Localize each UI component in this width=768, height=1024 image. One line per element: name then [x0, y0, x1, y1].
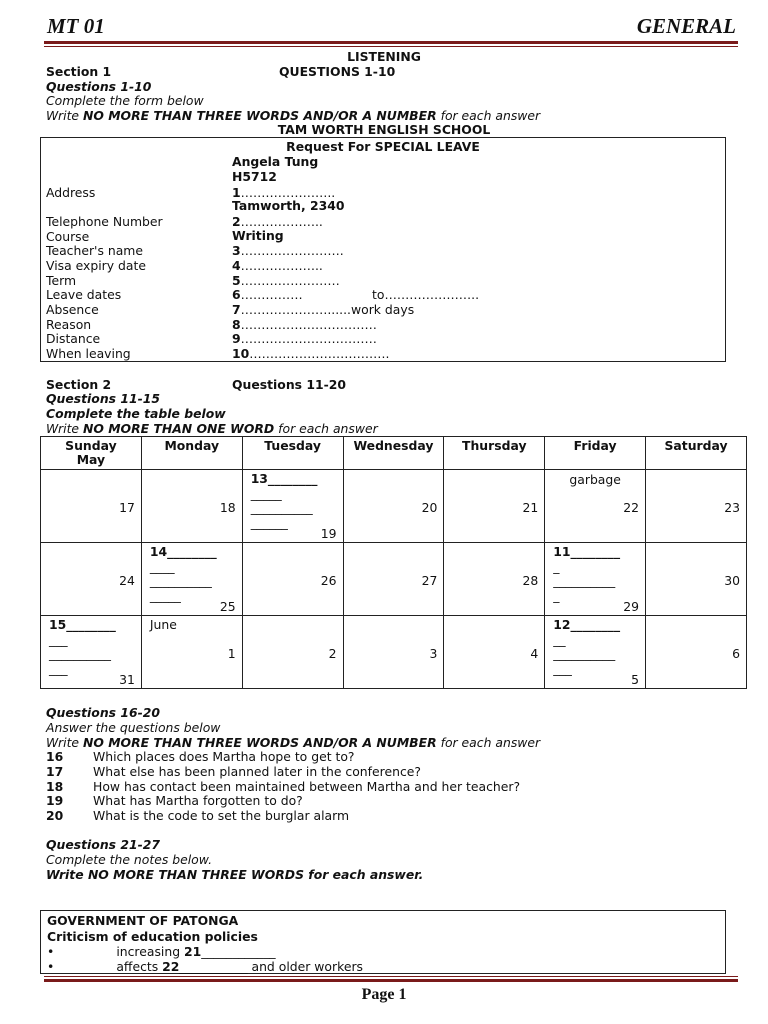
calendar-note: June: [149, 617, 177, 632]
date-number: 2: [328, 646, 337, 661]
form-answer-extra[interactable]: to…………………..: [372, 287, 480, 302]
form-answer-7[interactable]: 7…………………......work days: [232, 302, 415, 317]
day-header: Friday: [545, 437, 646, 470]
date-number: 1: [227, 646, 236, 661]
section1-instruction: Complete the form below: [46, 93, 204, 108]
notes-title: GOVERNMENT OF PATONGA: [47, 913, 239, 928]
form-value: Writing: [232, 228, 284, 243]
date-number: 20: [421, 500, 438, 515]
day-header: Wednesday: [343, 437, 444, 470]
form-label: Telephone Number: [46, 214, 163, 229]
calendar-cell: [141, 616, 242, 689]
form-answer-9[interactable]: 9……………………………: [232, 331, 377, 346]
section2-questions: Questions 11-20: [232, 377, 346, 392]
form-label: When leaving: [46, 346, 131, 361]
calendar-cell: [242, 543, 343, 616]
date-number: 26: [320, 573, 337, 588]
date-number: 28: [522, 573, 539, 588]
calendar-cell: [343, 543, 444, 616]
school-name: TAM WORTH ENGLISH SCHOOL: [277, 122, 491, 137]
date-number: 31: [119, 672, 135, 687]
footer-rule-thin: [44, 976, 738, 977]
form-label: Address: [46, 185, 96, 200]
calendar-cell: [242, 470, 343, 543]
form-label: Leave dates: [46, 287, 122, 302]
question-number: 19: [46, 793, 64, 809]
form-label: Visa expiry date: [46, 258, 146, 273]
form-title: Request For SPECIAL LEAVE: [286, 139, 480, 154]
notes-box: [40, 910, 726, 974]
form-label: Distance: [46, 331, 101, 346]
header-rule-thin: [44, 46, 738, 47]
day-header: Monday: [141, 437, 242, 470]
section2-instruction: Complete the table below: [46, 406, 226, 421]
date-number: 23: [724, 500, 740, 515]
notes-bullet-2: • affects 22___________ and older workers: [47, 959, 363, 974]
calendar-cell: [41, 470, 142, 543]
q21-27-write-rule: Write NO MORE THAN THREE WORDS for each answer.: [46, 867, 424, 882]
question-number: 20: [46, 808, 64, 824]
calendar-cell: [343, 470, 444, 543]
section2-q-range: Questions 11-15: [46, 391, 160, 406]
question-text: What is the code to set the burglar alarm: [93, 808, 350, 824]
calendar-cell: [545, 543, 646, 616]
date-number: 3: [429, 646, 438, 661]
calendar-table: [40, 436, 747, 689]
day-header: Tuesday: [242, 437, 343, 470]
header-rule: [44, 41, 738, 44]
date-number: 25: [219, 599, 236, 614]
calendar-cell: [646, 616, 747, 689]
date-number: 21: [522, 500, 539, 515]
calendar-cell: [444, 616, 545, 689]
calendar-cell: [141, 470, 242, 543]
header-right: GENERAL: [636, 14, 736, 38]
form-answer-10[interactable]: 10…………………………….: [232, 346, 390, 361]
form-answer-6[interactable]: 6……………: [232, 287, 303, 302]
date-number: 27: [421, 573, 438, 588]
date-number: 4: [530, 646, 539, 661]
section1-q-range: Questions 1-10: [46, 79, 152, 94]
notes-bullet-1: • increasing 21____________: [47, 944, 276, 959]
date-number: 29: [623, 599, 640, 614]
q16-20-range: Questions 16-20: [46, 705, 160, 720]
calendar-note: garbage: [569, 472, 621, 487]
form-answer-3[interactable]: 3…………………….: [232, 243, 344, 258]
bullet-icon: •: [47, 944, 55, 959]
section2-write-rule: Write NO MORE THAN ONE WORD for each answer: [46, 421, 378, 436]
calendar-cell: [545, 616, 646, 689]
header-left: MT 01: [47, 14, 105, 38]
day-header: Saturday: [646, 437, 747, 470]
calendar-cell: [242, 616, 343, 689]
form-name: Angela Tung: [232, 154, 319, 169]
calendar-answer-14[interactable]: 14________ ____ __________ _____: [149, 544, 217, 603]
form-label: Term: [46, 273, 77, 288]
date-number: 22: [623, 500, 640, 515]
calendar-answer-12[interactable]: 12________ __ __________ ___: [553, 617, 621, 676]
q16-20-write-rule: Write NO MORE THAN THREE WORDS AND/OR A NUMBER for each answer: [46, 735, 541, 750]
q21-27-instruction: Complete the notes below.: [46, 852, 213, 867]
form-answer-2[interactable]: 2………………..: [232, 214, 323, 229]
question-number: 16: [46, 749, 64, 764]
notes-subtitle: Criticism of education policies: [47, 929, 258, 944]
question-text: Which places does Martha hope to get to?: [93, 749, 355, 764]
date-number: 6: [732, 646, 740, 661]
calendar-cell: [343, 616, 444, 689]
calendar-cell: [444, 543, 545, 616]
calendar-cell: [646, 543, 747, 616]
calendar-answer-11[interactable]: 11________ _ __________ _: [553, 544, 621, 603]
form-id: H5712: [232, 169, 277, 184]
date-number: 17: [119, 500, 135, 515]
date-number: 24: [119, 573, 135, 588]
question-text: What has Martha forgotten to do?: [93, 793, 303, 809]
question-text: What else has been planned later in the conference?: [93, 763, 421, 779]
calendar-cell: [141, 543, 242, 616]
calendar-cell: [41, 616, 142, 689]
section2-label: Section 2: [46, 377, 112, 392]
question-number: 18: [46, 778, 64, 794]
page-number: Page 1: [361, 986, 407, 1003]
form-value: Tamworth, 2340: [232, 198, 345, 213]
form-answer-5[interactable]: 5……………………: [232, 273, 340, 288]
calendar-cell: [646, 470, 747, 543]
day-header: Sunday May: [41, 437, 142, 470]
calendar-cell: [444, 470, 545, 543]
q21-27-range: Questions 21-27: [46, 837, 160, 852]
listening-title: LISTENING: [347, 49, 421, 64]
form-label: Reason: [46, 317, 92, 332]
q16-20-instruction: Answer the questions below: [46, 720, 221, 735]
question-text: How has contact been maintained between Martha and her teacher?: [93, 778, 521, 794]
calendar-answer-15[interactable]: 15________ ___ __________ ___: [49, 617, 116, 676]
calendar-cell: [545, 470, 646, 543]
form-label: Course: [46, 229, 90, 244]
question-number: 17: [46, 763, 64, 779]
date-number: 19: [320, 526, 337, 541]
form-answer-1[interactable]: 1…………………..: [232, 185, 336, 200]
date-number: 5: [631, 672, 640, 687]
form-label: Absence: [46, 302, 99, 317]
date-number: 18: [219, 500, 236, 515]
bullet-icon: •: [47, 959, 55, 974]
form-answer-8[interactable]: 8……………………………: [232, 317, 377, 332]
calendar-cell: [41, 543, 142, 616]
section1-questions: QUESTIONS 1-10: [279, 64, 396, 79]
section1-label: Section 1: [46, 64, 112, 79]
date-number: 30: [724, 573, 740, 588]
form-answer-4[interactable]: 4………………..: [232, 258, 323, 273]
footer-rule: [44, 979, 738, 982]
day-header: Thursday: [444, 437, 545, 470]
section1-write-rule: Write NO MORE THAN THREE WORDS AND/OR A NUMBER for each answer: [46, 108, 541, 123]
form-label: Teacher's name: [46, 243, 143, 258]
calendar-answer-13[interactable]: 13________ _____ __________ ______: [250, 471, 318, 530]
